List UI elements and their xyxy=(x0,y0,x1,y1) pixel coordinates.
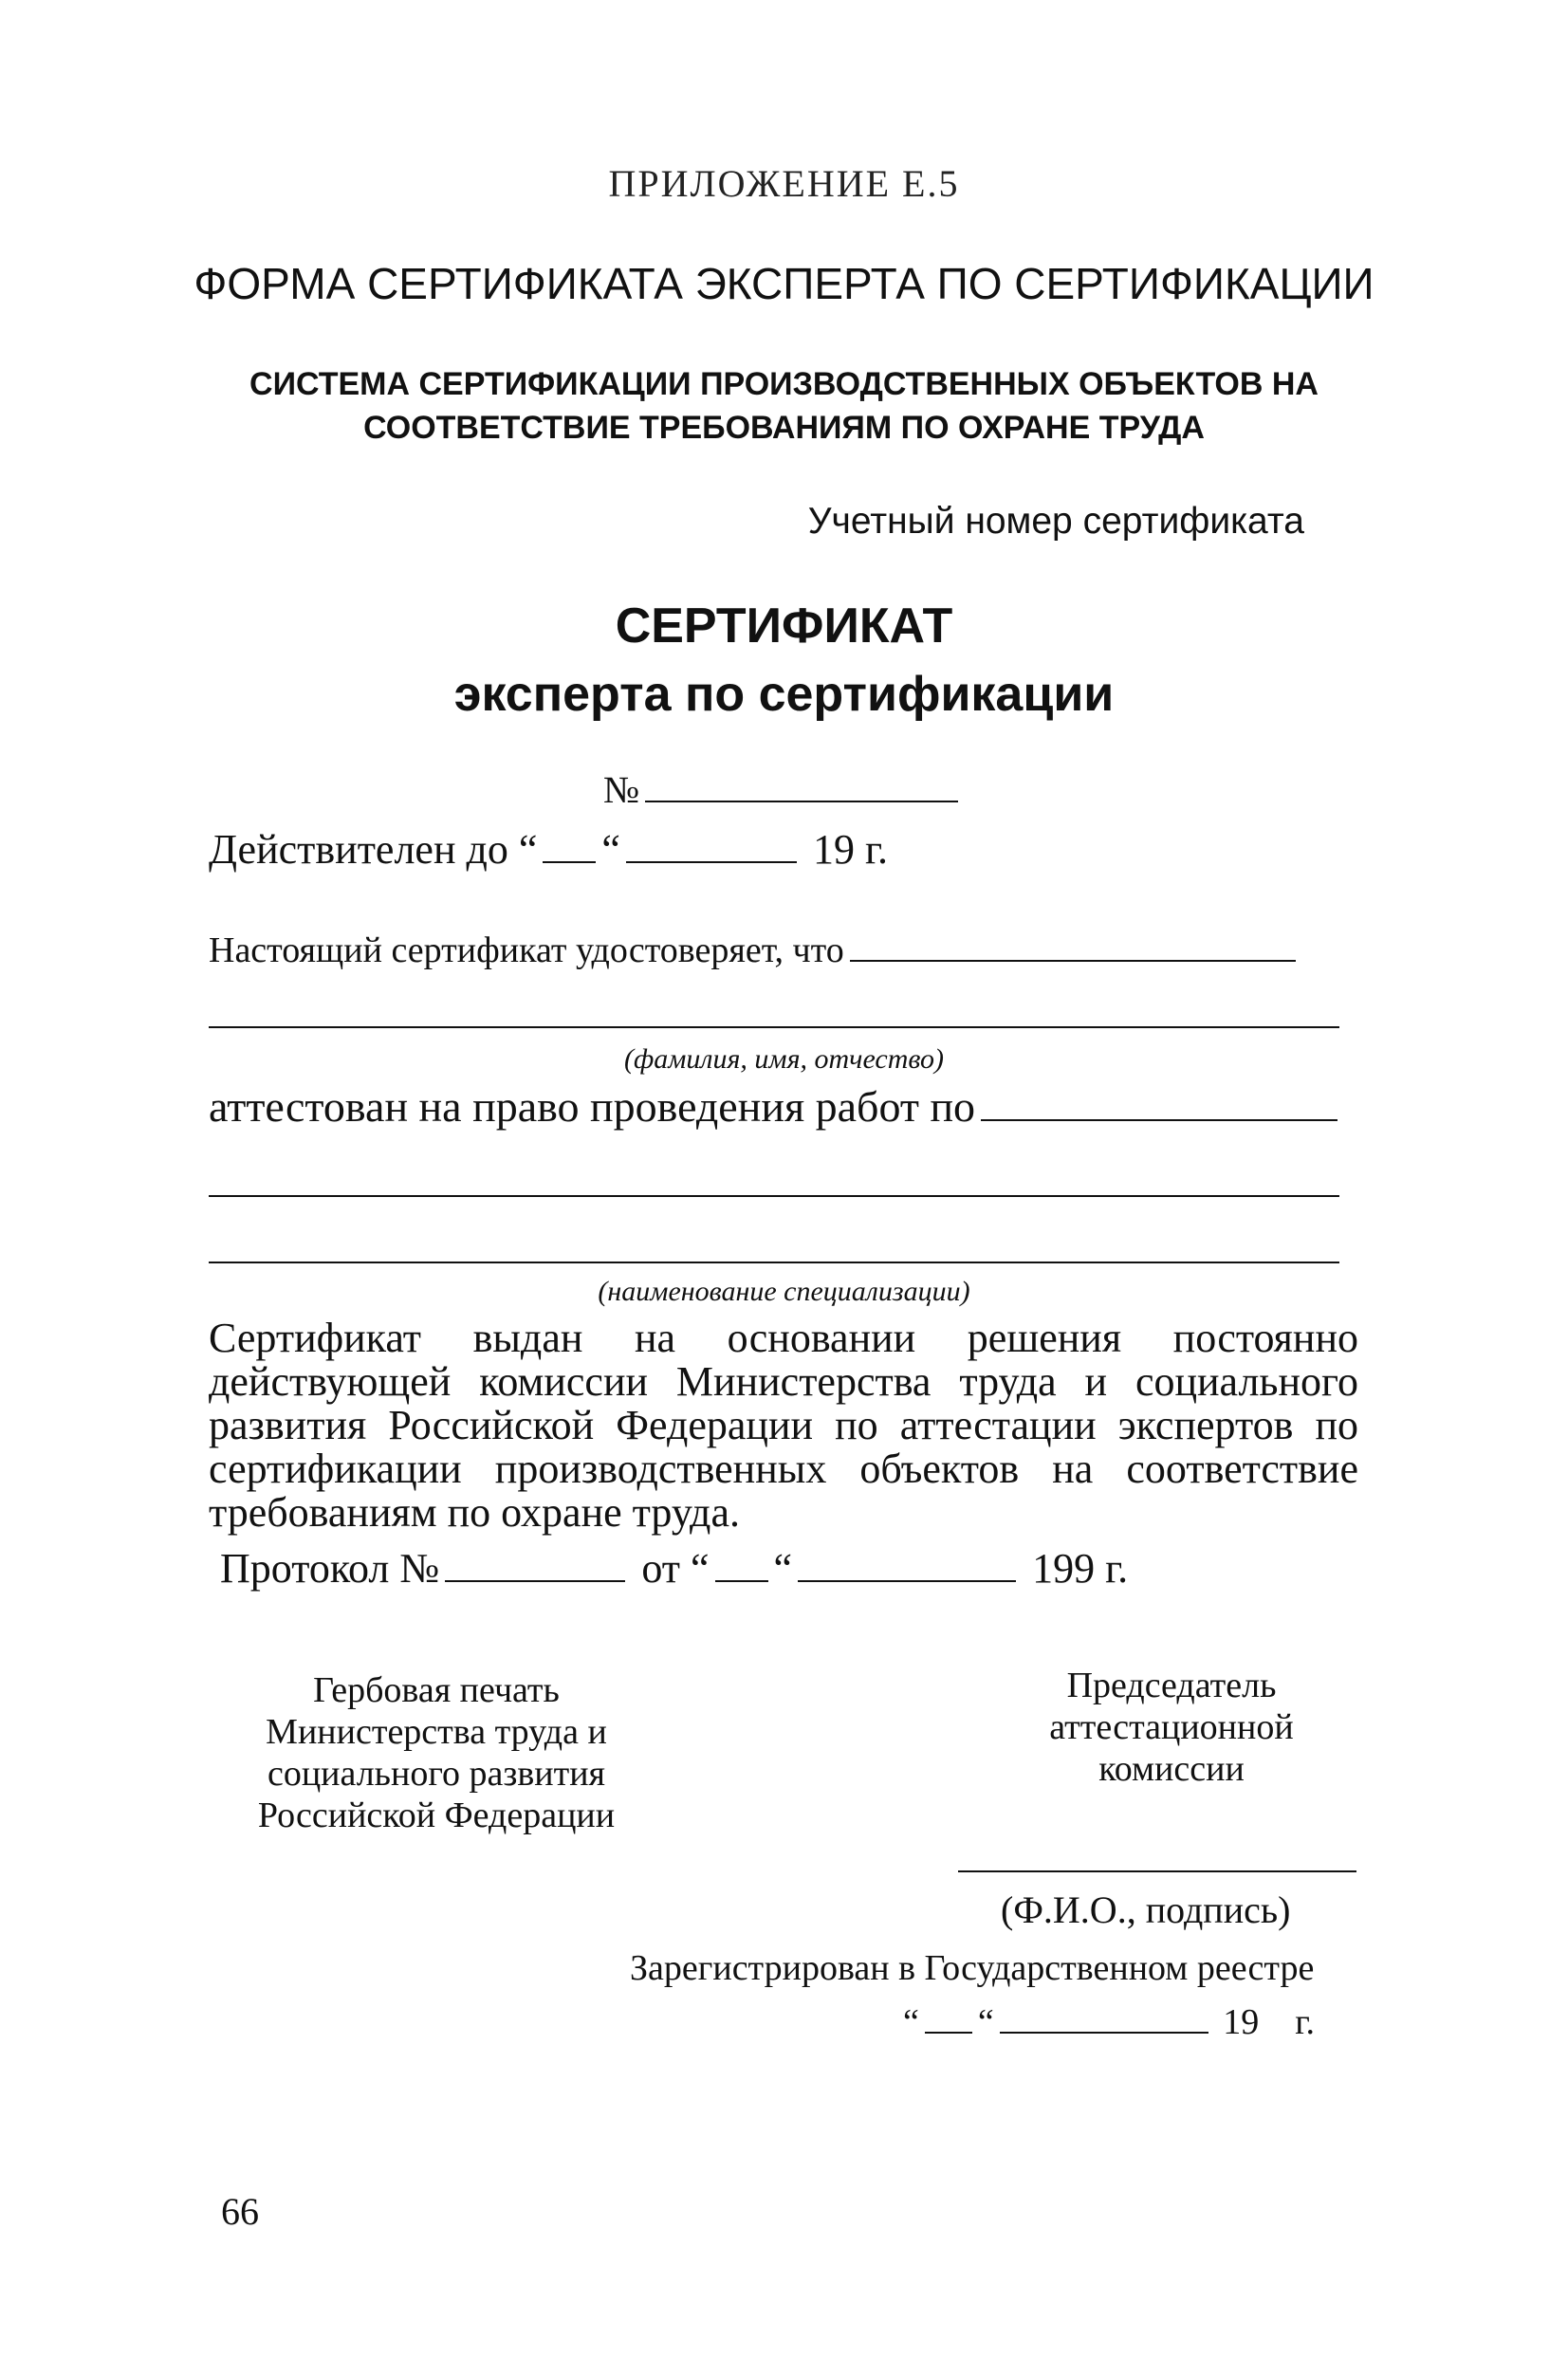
form-title: ФОРМА СЕРТИФИКАТА ЭКСПЕРТА ПО СЕРТИФИКАЦИИ xyxy=(194,259,1374,308)
number-sign: № xyxy=(603,768,640,811)
certifies-row xyxy=(209,930,1301,971)
protocol-day-blank xyxy=(715,1546,768,1582)
signature-line xyxy=(958,1870,1356,1872)
protocol-year: 199 г. xyxy=(1032,1545,1129,1592)
certificate-title: СЕРТИФИКАТ xyxy=(615,599,953,654)
seal-line: Российской Федерации xyxy=(257,1796,616,1835)
system-name-line-1: СИСТЕМА СЕРТИФИКАЦИИ ПРОИЗВОДСТВЕННЫХ ОБЪЕКТОВ НА xyxy=(249,366,1319,402)
fio-signature-note: (Ф.И.О., подпись) xyxy=(1001,1888,1291,1931)
reg-quote-open: “ xyxy=(903,2002,919,2042)
number-blank xyxy=(645,766,958,802)
protocol-quote-close: “ xyxy=(773,1545,793,1592)
certifies-text: Настоящий сертификат удостоверяет, что xyxy=(209,930,844,970)
chair-block xyxy=(991,1665,1352,1790)
issued-paragraph: Сертификат выдан на основании решения постоянно действующей комиссии Министерства труда и социального развития Российской Федерации по аттестации экспертов по сертификации производственных объектов на соответствие требованиям по охране труда. xyxy=(209,1315,1358,1536)
day-blank xyxy=(543,827,596,863)
chair-line: комиссии xyxy=(1098,1749,1245,1789)
seal-line: Гербовая печать xyxy=(313,1670,560,1710)
valid-year: 19 г. xyxy=(812,826,889,873)
specialization-line-1 xyxy=(209,1195,1339,1197)
fio-note: (фамилия, имя, отчество) xyxy=(623,1043,945,1075)
protocol-row xyxy=(220,1544,1128,1593)
certifies-blank xyxy=(850,931,1296,962)
appendix-label: ПРИЛОЖЕНИЕ Е.5 xyxy=(608,162,960,205)
reg-quote-close: “ xyxy=(977,2002,994,2042)
protocol-quote-open: “ xyxy=(691,1545,710,1592)
specialization-note: (наименование специализации) xyxy=(598,1276,970,1307)
valid-until-row xyxy=(209,825,888,874)
specialization-line-2 xyxy=(209,1262,1339,1263)
seal-line: Министерства труда и xyxy=(266,1712,607,1752)
reg-month-blank xyxy=(1000,2003,1208,2034)
chair-line: Председатель xyxy=(1066,1666,1277,1705)
quote-open: “ xyxy=(518,826,538,873)
month-blank xyxy=(626,827,797,863)
protocol-label: Протокол № xyxy=(220,1545,440,1592)
attested-row xyxy=(209,1081,1343,1132)
account-number-label: Учетный номер сертификата xyxy=(807,501,1304,542)
protocol-from: от xyxy=(641,1545,680,1592)
seal-line: социального развития xyxy=(267,1754,606,1794)
system-name xyxy=(0,362,1568,450)
chair-line: аттестационной xyxy=(1049,1707,1294,1747)
attested-text: аттестован на право проведения работ по xyxy=(209,1082,976,1131)
protocol-number-blank xyxy=(445,1546,625,1582)
reg-year: 19 г. xyxy=(1223,2002,1316,2042)
fio-line xyxy=(209,1026,1339,1028)
certificate-number xyxy=(603,766,964,812)
system-name-line-2: СООТВЕТСТВИЕ ТРЕБОВАНИЯМ ПО ОХРАНЕ ТРУДА xyxy=(363,410,1205,446)
seal-block xyxy=(190,1669,683,1836)
quote-close: “ xyxy=(601,826,620,873)
protocol-month-blank xyxy=(798,1546,1016,1582)
registered-date-row xyxy=(903,2001,1315,2043)
reg-day-blank xyxy=(925,2003,972,2034)
valid-until-label: Действителен до xyxy=(209,826,508,873)
page-number: 66 xyxy=(221,2190,259,2233)
registered-text: Зарегистрирован в Государственном реестре xyxy=(630,1948,1315,1988)
certificate-subtitle: эксперта по сертификации xyxy=(453,667,1115,722)
attested-blank xyxy=(981,1085,1337,1121)
